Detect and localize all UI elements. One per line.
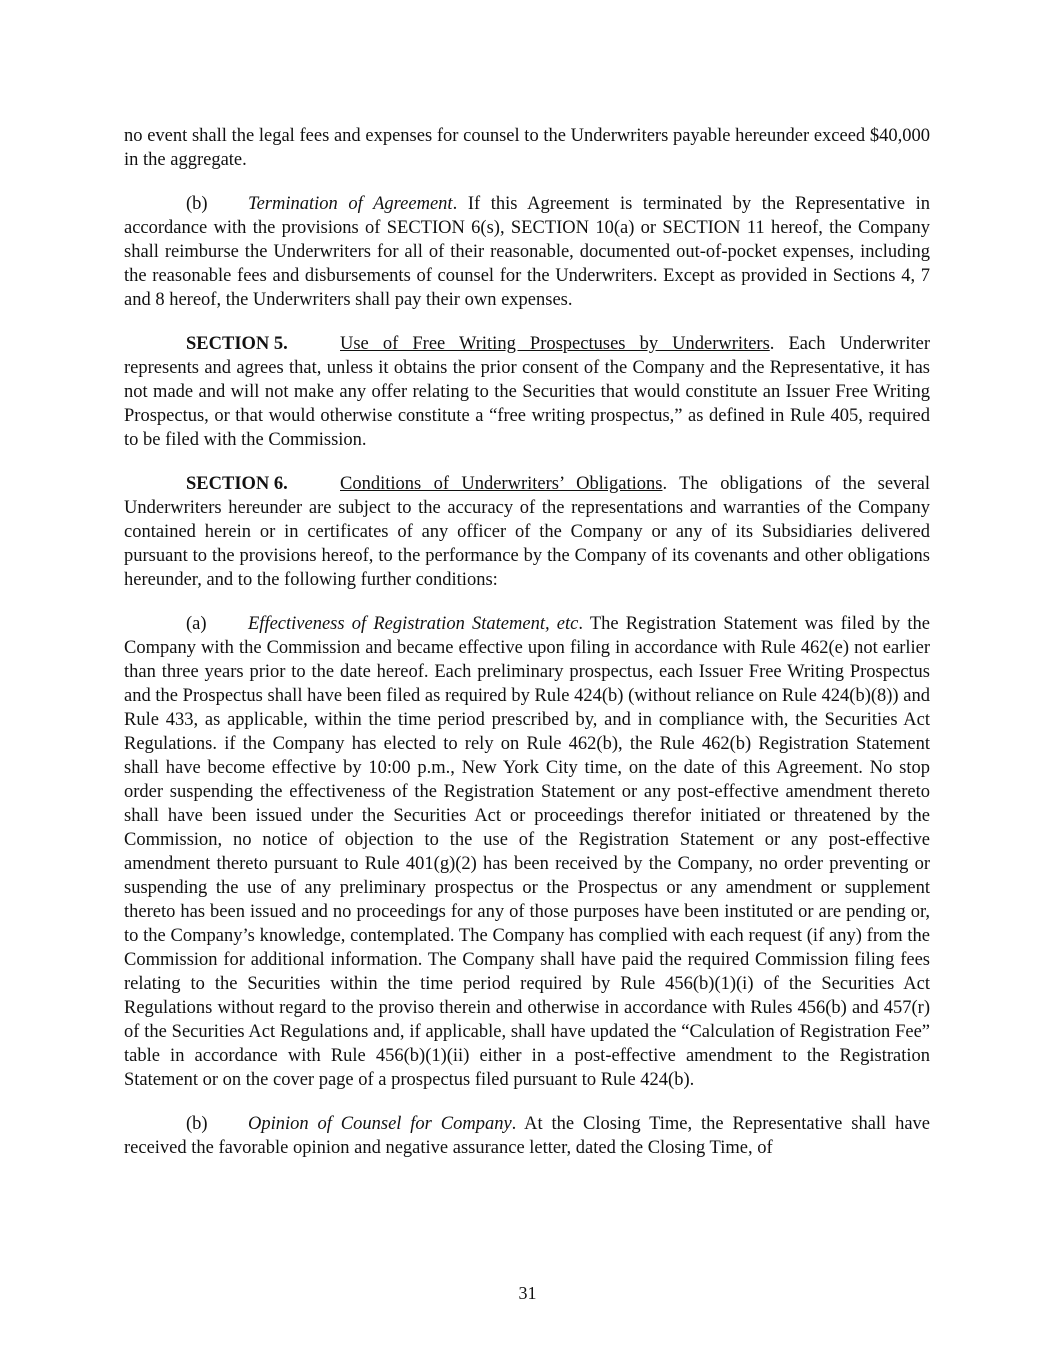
paragraph-termination-of-agreement [124, 192, 930, 312]
section-body: . The obligations of the several Underwriters hereunder are subject to the accuracy of the representations and warranties of the Company contained herein or in certificates of any officer of the Company or any of its Subsidiaries delivered pursuant to the provisions hereof, to the performance by the Company of its covenants and other obligations hereunder, and to the following further conditions: [124, 474, 931, 590]
document-page [124, 124, 930, 1180]
paragraph-legal-fees-cap [124, 124, 930, 172]
section-body: . Each Underwriter represents and agrees that, unless it obtains the prior consent of the Company and the Representative, it has not made and will not make any offer relating to the Securities that would constitute an Issuer Free Writing Prospectus, or that would otherwise constitute a “free writing prospectus,” as defined in Rule 405, required to be filed with the Commission. [124, 334, 930, 450]
section-5-paragraph [124, 332, 930, 452]
clause-title: Opinion of Counsel for Company [248, 1114, 512, 1134]
clause-title: Termination of Agreement [248, 194, 453, 214]
clause-body: . If this Agreement is terminated by the Representative in accordance with the provisions of SECTION 6(s), SECTION 10(a) or SECTION 11 hereof, the Company shall reimburse the Underwriters for all of their reasonable, documented out-of-pocket expenses, including the reasonable fees and disbursements of counsel for the Underwriters. Except as provided in Sections 4, 7 and 8 hereof, the Underwriters shall pay their own expenses. [124, 194, 930, 310]
clause-label: (b) [186, 1114, 208, 1134]
section-label: SECTION 6. [186, 474, 288, 494]
paragraph-text: no event shall the legal fees and expenses for counsel to the Underwriters payable hereunder exceed $40,000 in the aggregate. [124, 126, 930, 170]
section-title: Use of Free Writing Prospectuses by Underwriters [340, 334, 770, 354]
paragraph-opinion-of-counsel [124, 1112, 930, 1160]
clause-label: (b) [186, 194, 208, 214]
clause-label: (a) [186, 614, 207, 634]
section-6-paragraph [124, 472, 930, 592]
clause-title: Effectiveness of Registration Statement, etc [248, 614, 579, 634]
clause-body: . The Registration Statement was filed by the Company with the Commission and became effective upon filing in accordance with Rule 462(e) not earlier than three years prior to the date hereof. Each preliminary prospectus, each Issuer Free Writing Prospectus and the Prospectus shall have been filed as required by Rule 424(b) (without reliance on Rule 424(b)(8)) and Rule 433, as applicable, within the time period prescribed by, and in compliance with, the Securities Act Regulations. if the Company has elected to rely on Rule 462(b), the Rule 462(b) Registration Statement shall have become effective by 10:00 p.m., New York City time, on the date of this Agreement. No stop order suspending the effectiveness of the Registration Statement or any post-effective amendment thereto shall have been issued under the Securities Act or proceedings therefor initiated or threatened by the Commission, no notice of objection to the use of the Registration Statement or any post-effective amendment thereto pursuant to Rule 401(g)(2) has been received by the Company, no order preventing or suspending the use of any preliminary prospectus or the Prospectus or any amendment or supplement thereto has been issued and no proceedings for any of those purposes have been instituted or are pending or, to the Company’s knowledge, contemplated. The Company has complied with each request (if any) from the Commission for additional information. The Company shall have paid the required Commission filing fees relating to the Securities within the time period required by Rule 456(b)(1)(i) of the Securities Act Regulations without regard to the proviso therein and otherwise in accordance with Rules 456(b) and 457(r) of the Securities Act Regulations and, if applicable, shall have updated the “Calculation of Registration Fee” table in accordance with Rule 456(b)(1)(ii) either in a post-effective amendment to the Registration Statement or on the cover page of a prospectus filed pursuant to Rule 424(b). [124, 614, 930, 1090]
section-label: SECTION 5. [186, 334, 288, 354]
page-number: 31 [518, 1283, 537, 1303]
section-title: Conditions of Underwriters’ Obligations [340, 474, 663, 494]
clause-body: . At the Closing Time, the Representative shall have received the favorable opinion and negative assurance letter, dated the Closing Time, of [124, 1114, 930, 1158]
paragraph-effectiveness-of-registration [124, 612, 930, 1092]
